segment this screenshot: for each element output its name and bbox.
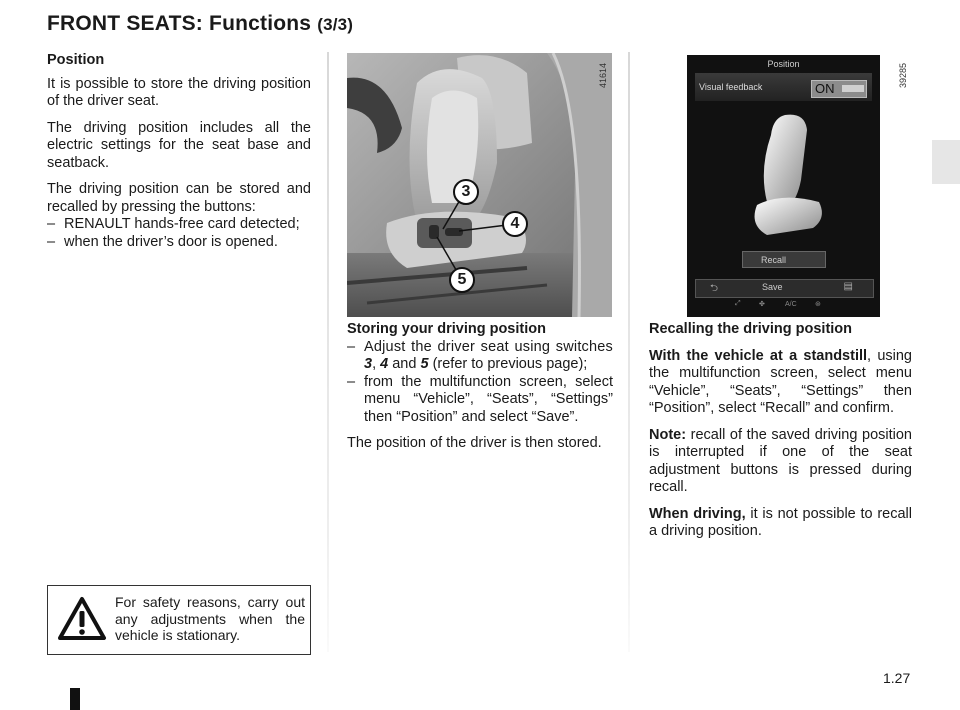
callout-label: 3 <box>461 183 471 200</box>
callout-label: 5 <box>457 271 467 288</box>
position-paragraph-2: The driving position includes all the electric settings for the seat base and seatback. <box>47 119 311 171</box>
save-button[interactable]: Save <box>762 282 783 292</box>
chapter-tab <box>932 140 960 184</box>
callout-3 <box>453 179 479 205</box>
fan-icon[interactable]: ✤ <box>759 301 765 308</box>
switch-3-ref: 3 <box>364 356 373 372</box>
visual-feedback-label: Visual feedback <box>699 82 763 92</box>
list-item: – Adjust the driver seat using switches 3, 4 and 5 (refer to previous page); <box>347 339 613 374</box>
storing-heading: Storing your driving position <box>347 321 546 337</box>
list-item: – from the multifunction screen, select menu “Vehicle”, “Seats”, “Settings” then “Position” and select “Save”. <box>347 374 613 427</box>
multifunction-screen <box>687 55 880 317</box>
callout-5 <box>449 267 475 293</box>
callout-4 <box>502 211 528 237</box>
list-item: – when the driver’s door is opened. <box>47 234 311 252</box>
column-storing <box>347 321 613 462</box>
recall-button[interactable] <box>742 251 826 268</box>
column-divider-left <box>327 52 329 652</box>
ac-label[interactable]: A/C <box>785 301 797 308</box>
recalling-heading: Recalling the driving position <box>649 321 853 337</box>
switch-4-ref: 4 <box>380 356 389 372</box>
storing-steps <box>347 339 613 427</box>
warning-triangle-icon <box>57 596 107 642</box>
defrost-icon[interactable]: ⊛ <box>815 301 821 308</box>
safety-warning-box <box>47 585 311 655</box>
screen-title: Position <box>767 59 800 69</box>
corner-marker <box>70 688 80 710</box>
air-flow-icon[interactable]: ⤢ <box>735 300 741 307</box>
figure-code-41614: 41614 <box>598 62 608 88</box>
list-item: – RENAULT hands-free card detected; <box>47 216 311 234</box>
column-divider-right <box>628 52 630 652</box>
page-number: 1.27 <box>883 670 911 686</box>
position-button-list <box>47 216 311 251</box>
position-paragraph-3: The driving position can be stored and recalled by pressing the buttons: <box>47 181 311 215</box>
screen-bottom-bar <box>695 279 874 298</box>
back-icon[interactable]: ⮌ <box>710 283 719 294</box>
seat-icon <box>727 110 837 240</box>
column-recalling <box>649 321 912 550</box>
switch-5-ref: 5 <box>420 356 429 372</box>
recall-label: Recall <box>761 255 787 265</box>
climate-bar <box>727 300 867 312</box>
recalling-note: Note: recall of the saved driving position is interrupted if one of the seat adjustment buttons is pressed during recall. <box>649 426 912 495</box>
recalling-driving: When driving, it is not possible to recall a driving position. <box>649 505 912 539</box>
page-title-part: (3/3) <box>317 15 354 34</box>
position-heading: Position <box>47 52 105 68</box>
seat-switches-photo <box>347 53 612 317</box>
page-title-main: FRONT SEATS: Functions <box>47 12 312 35</box>
seat-photo-illustration <box>347 53 612 317</box>
page-title <box>47 12 353 36</box>
toggle-on-label: ON <box>815 81 835 96</box>
figure-code-39285: 39285 <box>898 62 908 88</box>
column-position <box>47 52 311 251</box>
menu-icon[interactable]: ▤ <box>843 281 853 292</box>
recalling-paragraph-1: With the vehicle at a standstill, using the multifunction screen, select menu “Vehicle”, “Seats”, “Settings” then “Position”, select “Recall” and confirm. <box>649 347 912 416</box>
visual-feedback-toggle[interactable] <box>811 80 867 98</box>
position-paragraph-1: It is possible to store the driving position of the driver seat. <box>47 75 311 109</box>
storing-result: The position of the driver is then stored. <box>347 435 602 451</box>
callout-label: 4 <box>510 215 520 232</box>
warning-text: For safety reasons, carry out any adjustments when the vehicle is stationary. <box>115 594 305 643</box>
